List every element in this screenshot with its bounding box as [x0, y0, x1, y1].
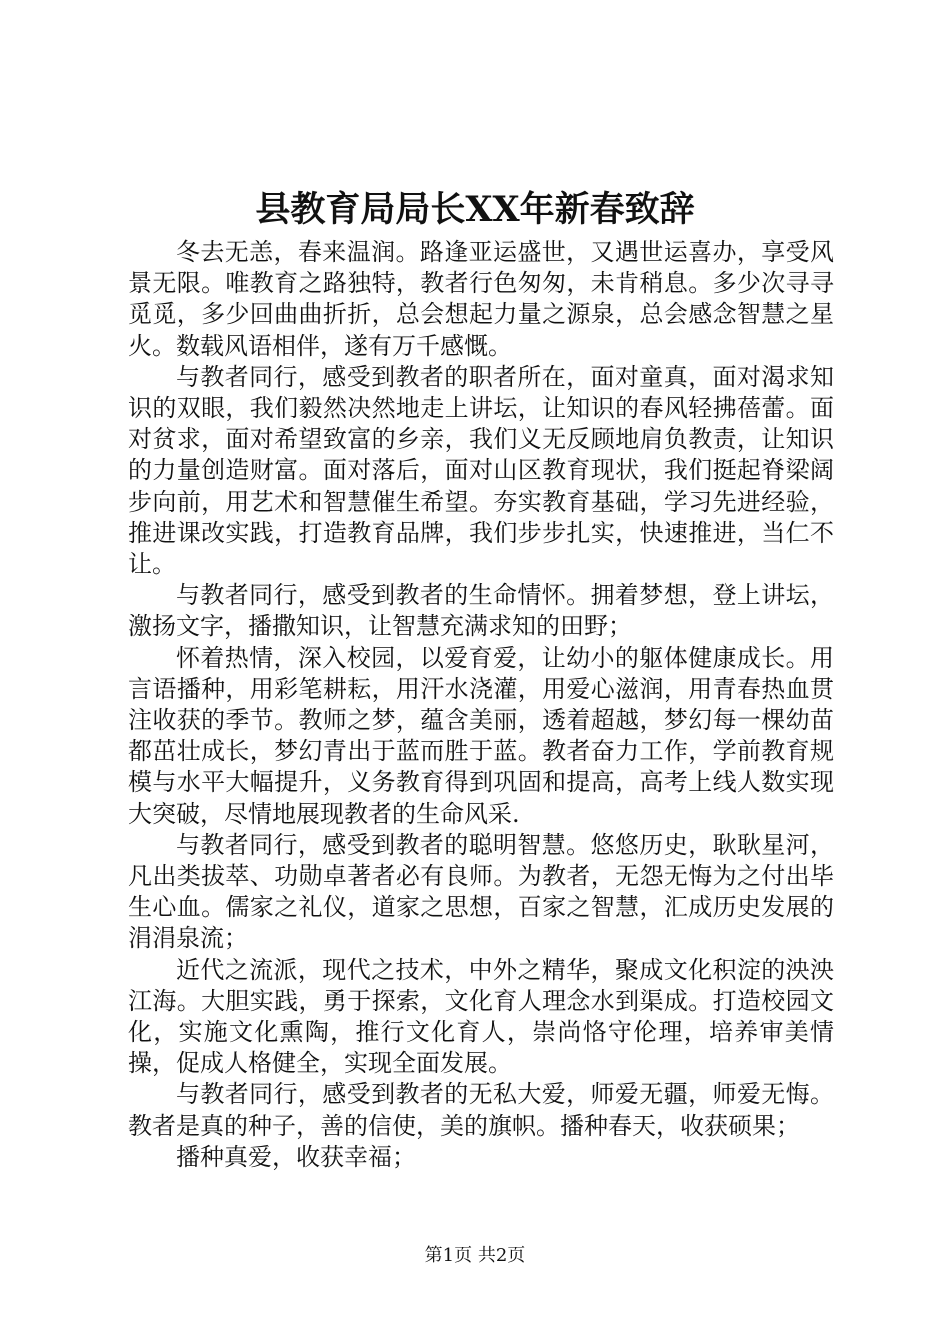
- page-number-footer: 第1页 共2页: [424, 1245, 526, 1266]
- document-title: 县教育局局长XX年新春致辞: [255, 189, 695, 230]
- document-body: [128, 237, 834, 1173]
- paragraph-1: 冬去无恙，春来温润。路逢亚运盛世，又遇世运喜办，享受风景无限。唯教育之路独特，教者行色匆匆，未肯稍息。多少次寻寻觅觅，多少回曲曲折折，总会想起力量之源泉，总会感念智慧之星火。数载风语相伴，遂有万千感慨。: [128, 238, 834, 360]
- paragraph-2: 与教者同行，感受到教者的职者所在，面对童真，面对渴求知识的双眼，我们毅然决然地走上讲坛，让知识的春风轻拂蓓蕾。面对贫求，面对希望致富的乡亲，我们义无反顾地肩负教责，让知识的力量创造财富。面对落后，面对山区教育现状，我们挺起脊梁阔步向前，用艺术和智慧催生希望。夯实教育基础，学习先进经验，推进课改实践，打造教育品牌，我们步步扎实，快速推进，当仁不让。: [128, 362, 834, 579]
- paragraph-8: 播种真爱，收获幸福；: [176, 1142, 416, 1171]
- paragraph-7: 与教者同行，感受到教者的无私大爱，师爱无疆，师爱无悔。教者是真的种子，善的信使，美的旗帜。播种春天，收获硕果；: [128, 1080, 834, 1140]
- paragraph-5: 与教者同行，感受到教者的聪明智慧。悠悠历史，耿耿星河，凡出类拔萃、功勋卓著者必有良师。为教者，无怨无悔为之付出毕生心血。儒家之礼仪，道家之思想，百家之智慧，汇成历史发展的涓涓泉流；: [128, 830, 834, 953]
- paragraph-6: 近代之流派，现代之技术，中外之精华，聚成文化积淀的泱泱江海。大胆实践，勇于探索，文化育人理念水到渠成。打造校园文化，实施文化熏陶，推行文化育人，崇尚恪守伦理，培养审美情操，促成人格健全，实现全面发展。: [128, 955, 834, 1078]
- paragraph-3: 与教者同行，感受到教者的生命情怀。拥着梦想，登上讲坛，激扬文字，播撒知识，让智慧充满求知的田野；: [128, 581, 834, 641]
- paragraph-4: 怀着热情，深入校园，以爱育爱，让幼小的躯体健康成长。用言语播种，用彩笔耕耘，用汗水浇灌，用爱心滋润，用青春热血贯注收获的季节。教师之梦，蕴含美丽，透着超越，梦幻每一棵幼苗都茁壮成长，梦幻青出于蓝而胜于蓝。教者奋力工作，学前教育规模与水平大幅提升，义务教育得到巩固和提高，高考上线人数实现大突破，尽情地展现教者的生命风采.: [128, 643, 834, 828]
